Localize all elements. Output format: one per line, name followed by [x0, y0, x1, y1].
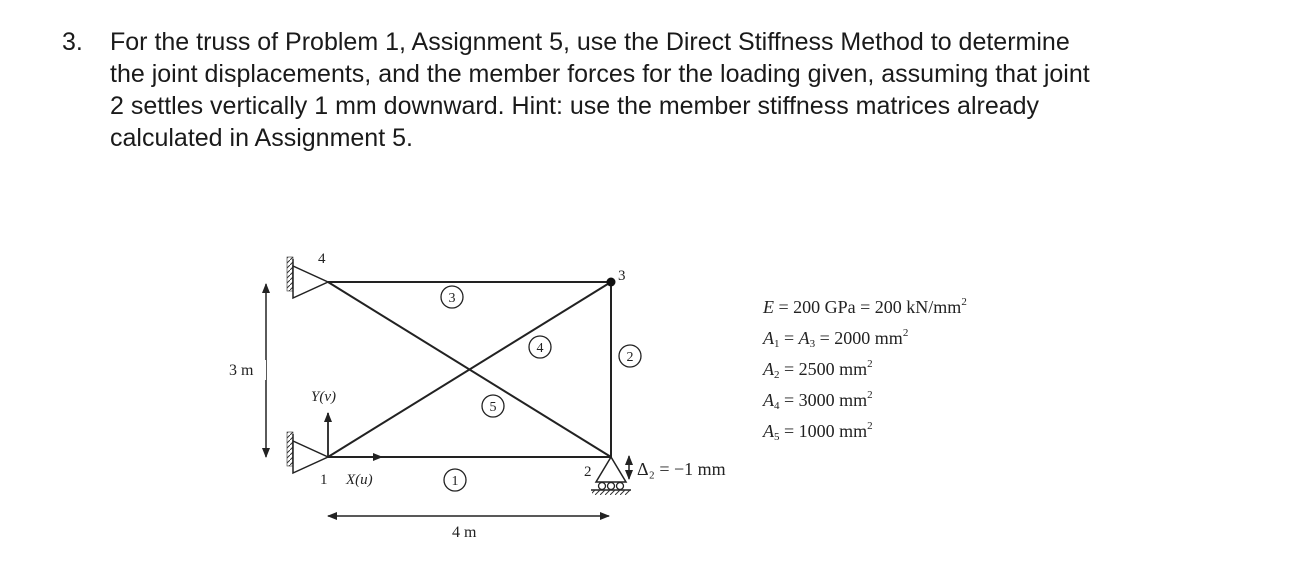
property-A1-A3: $A_1 = A_3 = 2000$ $mm^2$ [763, 327, 909, 350]
problem-line-2: the joint displacements, and the member forces for the loading given, assuming that joint [110, 60, 1090, 88]
member-label-4 [529, 336, 551, 358]
joint-label-3: 3 [618, 268, 626, 284]
joint-label-1: 1 [320, 472, 328, 488]
member-label-5 [482, 395, 504, 417]
problem-line-3: 2 settles vertically 1 mm downward. Hint: use the member stiffness matrices already [110, 92, 1040, 120]
member-label-1 [444, 469, 466, 491]
global-axes [328, 413, 382, 457]
member-label-1-text: 1 [451, 474, 459, 489]
truss-members [328, 282, 611, 457]
x-axis-label: X(u) [346, 472, 373, 488]
joint-label-2: 2 [584, 464, 592, 480]
problem-line-1: For the truss of Problem 1, Assignment 5, use the Direct Stiffness Method to determine [110, 28, 1070, 56]
property-A4: $A_4 = 3000$ $mm^2$ [763, 389, 873, 412]
property-A2: $A_2 = 2500$ $mm^2$ [763, 358, 873, 381]
joint-label-4: 4 [318, 251, 326, 267]
y-axis-label: Y(v) [311, 389, 336, 405]
member-label-5-text: 5 [489, 400, 497, 415]
width-dimension-label: 4 m [452, 524, 477, 541]
member-label-2-text: 2 [626, 350, 634, 365]
problem-line-4: calculated in Assignment 5. [110, 124, 413, 152]
roller-support-joint-2 [591, 457, 631, 495]
property-E: E = 200 GPa = 200 $kN/mm^2$ [763, 296, 967, 317]
member-properties [763, 292, 967, 447]
settlement-label: Δ₂ = −1 mm [637, 459, 726, 479]
property-A5: $A_5 = 1000$ $mm^2$ [763, 420, 873, 443]
problem-number: 3. [62, 28, 83, 56]
member-label-3-text: 3 [448, 291, 456, 306]
member-label-2 [619, 345, 641, 367]
pin-support-joint-1 [287, 432, 328, 473]
member-label-3 [441, 286, 463, 308]
joint-3-dot [607, 278, 616, 287]
member-label-4-text: 4 [536, 341, 544, 356]
height-dimension-label: 3 m [229, 362, 254, 379]
